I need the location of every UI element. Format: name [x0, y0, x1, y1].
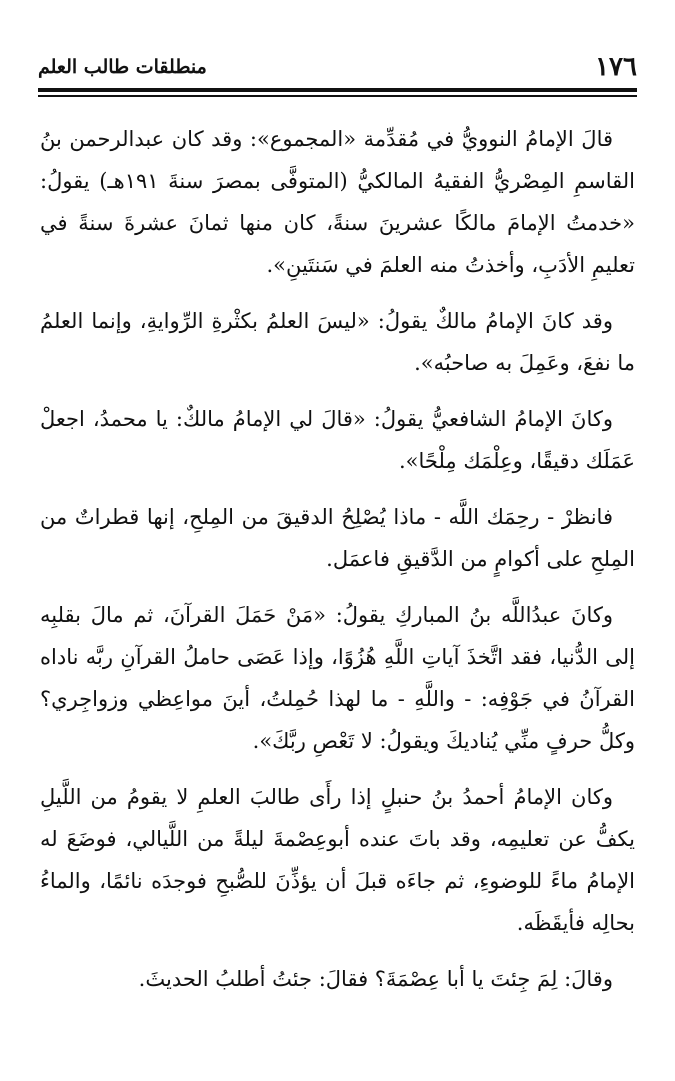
paragraph-text: وكانَ الإمامُ الشافعيُّ يقولُ: «قالَ لي الإمامُ مالكٌ: يا محمدُ، اجعلْ عَمَلَك دقيقًا، وعِلْمَك مِلْحًا». [40, 407, 635, 473]
page-number: ١٧٦ [595, 52, 637, 82]
paragraph-nawawi [40, 118, 635, 286]
paragraph-text: فانظرْ - رحِمَك اللَّه - ماذا يُصْلِحُ الدقيقَ من المِلحِ، إنها قطراتٌ من المِلحِ على أكوامٍ من الدَّقيقِ فاعمَل. [40, 505, 635, 571]
paragraph-salt [40, 496, 635, 580]
paragraph-abu-isma [40, 958, 635, 1000]
header-rule-thin [38, 95, 637, 97]
paragraph-malik [40, 300, 635, 384]
paragraph-text: وقالَ: لِمَ جِئتَ يا أبا عِصْمَةَ؟ فقالَ: جئتُ أطلبُ الحديثَ. [138, 967, 613, 991]
paragraph-shafii [40, 398, 635, 482]
paragraph-text: وقد كانَ الإمامُ مالكٌ يقولُ: «ليسَ العلمُ بكثْرةِ الرِّوايةِ، وإنما العلمُ ما نفعَ، وعَمِلَ به صاحبُه». [40, 309, 635, 375]
paragraph-text: وكان الإمامُ أحمدُ بنُ حنبلٍ إذا رأَى طالبَ العلمِ لا يقومُ من اللَّيلِ يكفُّ عن تعليمِه، وقد باتَ عنده أبوعِصْمةَ ليلةً من اللَّيالي، فوضَعَ له الإمامُ ماءً للوضوءِ، ثم جاءَه قبلَ أن يؤذِّنَ للصُّبحِ فوجدَه نائمًا، والماءُ بحالِه فأيقَظَه. [40, 785, 635, 935]
header-rule-thick [38, 88, 637, 92]
paragraph-text: وكانَ عبدُاللَّه بنُ المباركِ يقولُ: «مَنْ حَمَلَ القرآنَ، ثم مالَ بقلبِه إلى الدُّنيا، فقد اتَّخذَ آياتِ اللَّهِ هُزُوًا، وإذا عَصَى حاملُ القرآنِ ربَّه ناداه القرآنُ في جَوْفِه: - واللَّهِ - ما لهذا حُمِلتُ، أينَ مواعِظي وزواجِري؟ وكلُّ حرفٍ منِّي يُناديكَ ويقولُ: لا تَعْصِ ربَّكَ». [40, 603, 635, 753]
paragraph-text: قالَ الإمامُ النوويُّ في مُقدِّمة «المجموع»: وقد كان عبدالرحمن بنُ القاسمِ المِصْريُّ الفقيهُ المالكيُّ (المتوفَّى بمصرَ سنةَ ١٩١هـ) يقولُ: «خدمتُ الإمامَ مالكًا عشرينَ سنةً، كان منها ثمانَ عشرةَ سنةً في تعليمِ الأدَبِ، وأخذتُ منه العلمَ في سَنتَينِ». [40, 127, 635, 277]
page-body [40, 118, 635, 1014]
running-title: منطلقات طالب العلم [38, 56, 207, 78]
paragraph-ahmad [40, 776, 635, 944]
paragraph-ibn-mubarak [40, 594, 635, 762]
page-header [38, 52, 637, 82]
